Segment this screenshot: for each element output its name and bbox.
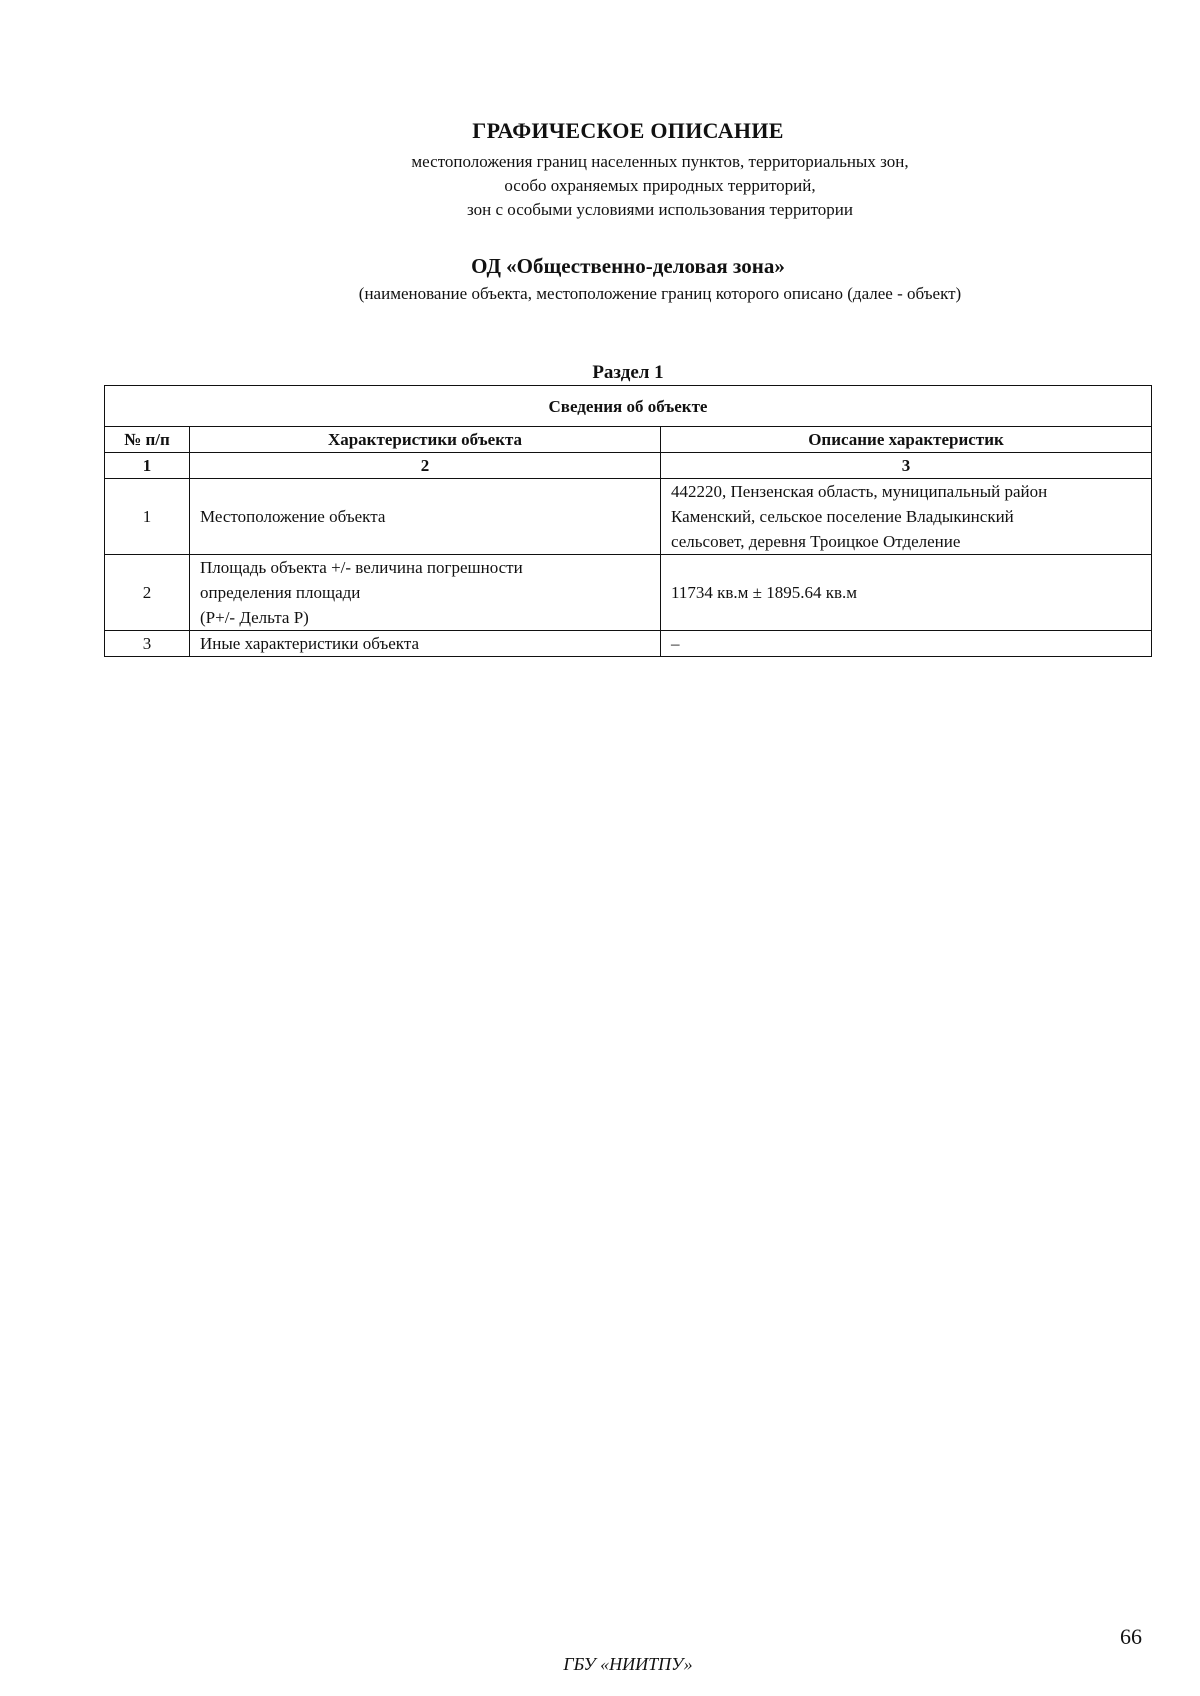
column-number-3: 3: [661, 453, 1152, 479]
page-number: 66: [1120, 1624, 1142, 1649]
characteristic-text: (P+/- Дельта P): [200, 608, 309, 627]
document-title: ГРАФИЧЕСКОЕ ОПИСАНИЕ: [472, 118, 784, 143]
object-info-table: [104, 385, 1152, 657]
description-cell: [661, 555, 1152, 631]
header-characteristics: Характеристики объекта: [190, 427, 661, 453]
characteristic-cell: [190, 631, 661, 657]
column-number-1: 1: [105, 453, 190, 479]
table-row: [105, 555, 1152, 631]
object-name: ОД «Общественно-деловая зона»: [471, 254, 785, 278]
description-cell: [661, 631, 1152, 657]
characteristic-text: определения площади: [200, 583, 361, 602]
row-number: 1: [105, 479, 190, 555]
object-caption: (наименование объекта, местоположение границ которого описано (далее - объект): [358, 284, 962, 303]
characteristic-text: Местоположение объекта: [200, 507, 386, 526]
description-text: Каменский, сельское поселение Владыкинский: [671, 507, 1014, 526]
table-row: [105, 631, 1152, 657]
column-number-2: 2: [190, 453, 661, 479]
table-caption: Сведения об объекте: [105, 386, 1152, 427]
description-text: –: [671, 634, 680, 653]
subtitle-line-1: местоположения границ населенных пунктов, территориальных зон,: [411, 152, 909, 171]
subtitle-line-3: зон с особыми условиями использования территории: [467, 200, 853, 219]
description-text: сельсовет, деревня Троицкое Отделение: [671, 532, 961, 551]
column-numbers-row: [105, 453, 1152, 479]
section-title: Раздел 1: [592, 362, 664, 383]
table-header-row: [105, 427, 1152, 453]
table-row: [105, 479, 1152, 555]
description-text: 11734 кв.м ± 1895.64 кв.м: [671, 583, 858, 602]
subtitle-line-2: особо охраняемых природных территорий,: [504, 176, 816, 195]
footer-organization: ГБУ «НИИТПУ»: [563, 1654, 693, 1674]
header-num: № п/п: [105, 427, 190, 453]
header-description: Описание характеристик: [661, 427, 1152, 453]
row-number: 2: [105, 555, 190, 631]
description-cell: [661, 479, 1152, 555]
row-number: 3: [105, 631, 190, 657]
characteristic-cell: [190, 479, 661, 555]
characteristic-text: Площадь объекта +/- величина погрешности: [200, 558, 523, 577]
description-text: 442220, Пензенская область, муниципальный район: [671, 482, 1048, 501]
characteristic-cell: [190, 555, 661, 631]
characteristic-text: Иные характеристики объекта: [200, 634, 420, 653]
table-caption-row: [105, 386, 1152, 427]
